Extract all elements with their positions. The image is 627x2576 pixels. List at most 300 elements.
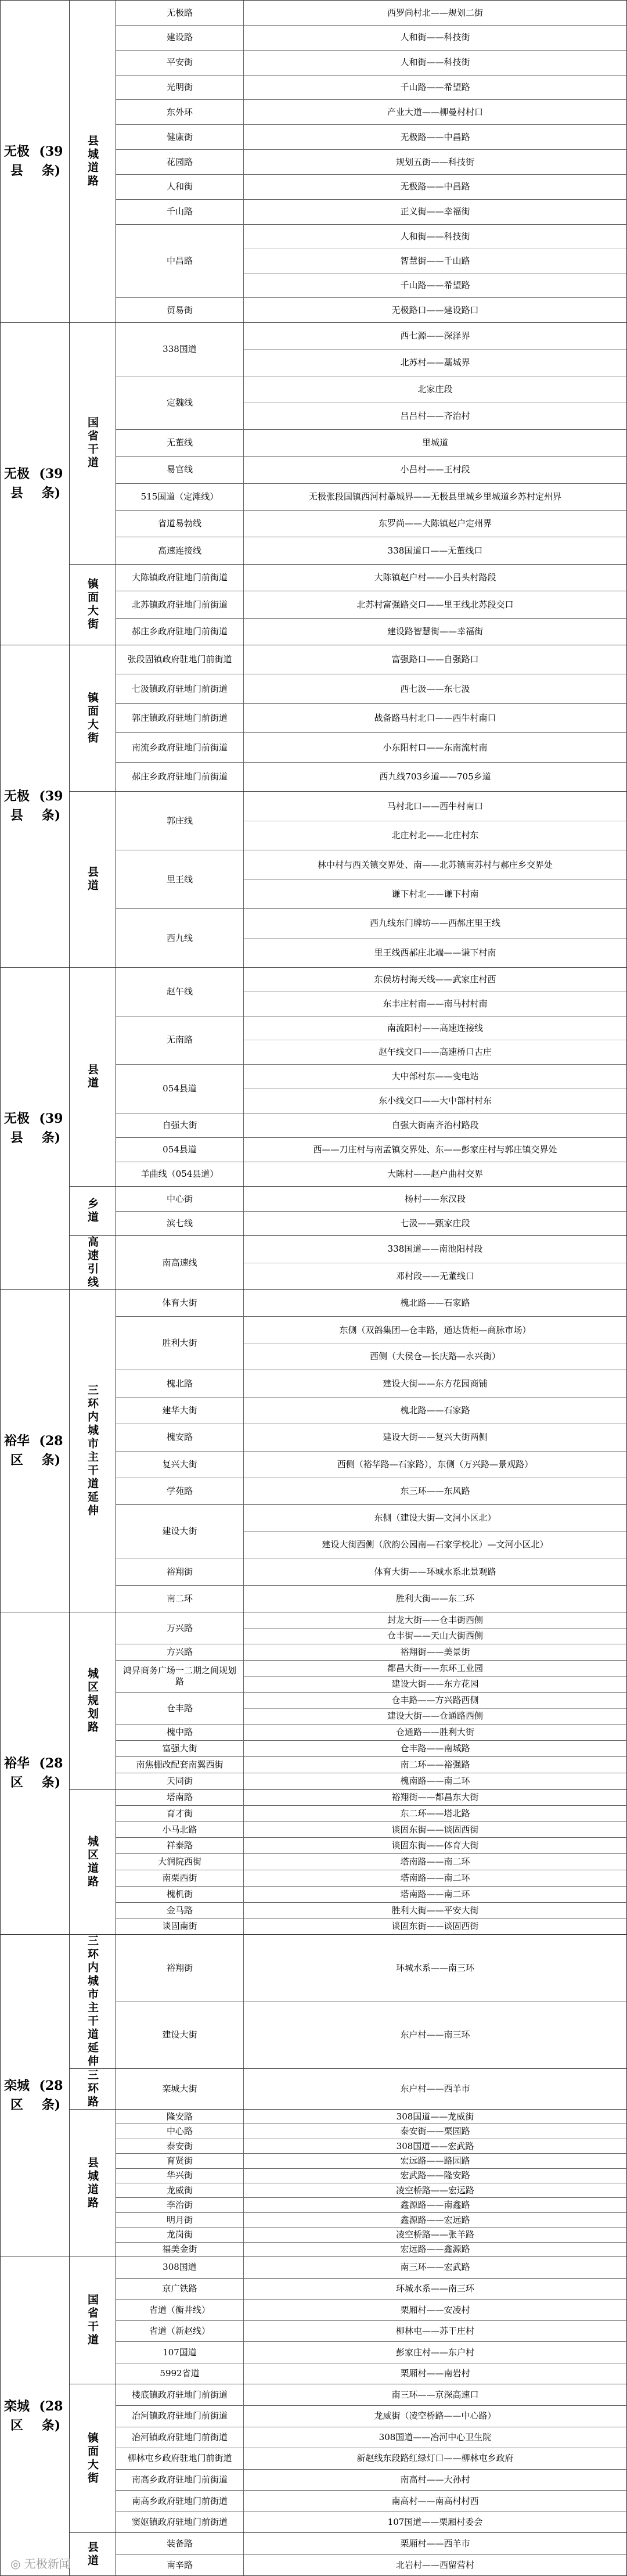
table-row [116, 2278, 627, 2300]
road-segment: 杨村——东汉段 [404, 1193, 466, 1204]
road-name: 郝庄乡政府驻地门前街道 [116, 619, 244, 645]
road-segment: 北苏村——藁城界 [244, 349, 626, 376]
road-segment: 新赵线东段路红绿灯口——柳林屯乡政府 [356, 2453, 514, 2464]
table-row [116, 1162, 627, 1186]
road-segment: 环城水系——南三环 [395, 2283, 474, 2294]
table-row [116, 199, 627, 224]
road-segment: 产业大道——柳曼村村口 [387, 106, 483, 117]
district-label [0, 323, 70, 645]
table-row [116, 510, 627, 537]
category-group [70, 2109, 627, 2257]
table-row [116, 1397, 627, 1424]
road-segment: 东小线交口——大中部村村东 [244, 1088, 626, 1113]
table-row [116, 674, 627, 703]
table-row [116, 1316, 627, 1370]
district-label [0, 645, 70, 967]
table-row [116, 1805, 627, 1821]
road-name: 西九线 [116, 909, 244, 967]
road-name: 万兴路 [116, 1612, 244, 1644]
category-label: 三环内城市主干道延伸 [86, 1935, 99, 2068]
road-name: 槐机街 [116, 1887, 244, 1902]
table-row [116, 456, 627, 483]
road-name: 省道（新赵线） [116, 2321, 244, 2342]
road-segment: 西——刀庄村与南孟镇交界处、东——彭家庄村与郭庄镇交界处 [313, 1144, 557, 1155]
table-row [116, 323, 627, 376]
road-segment: 无极路——中昌路 [400, 131, 470, 142]
table-row [116, 2363, 627, 2384]
road-segment: 无极路——中昌路 [400, 181, 470, 192]
district-block [0, 2257, 627, 2576]
road-segment: 吕吕村——齐治村 [244, 403, 626, 429]
road-name: 泰安街 [116, 2139, 244, 2153]
table-row [116, 1692, 627, 1724]
road-name: 郝庄乡政府驻地门前街道 [116, 763, 244, 791]
table-row [116, 968, 627, 1016]
road-segment: 小东阳村口——东南流村南 [383, 742, 488, 753]
road-segment: 人和街——科技街 [400, 32, 470, 43]
category-group [70, 1186, 627, 1235]
road-name: 中心街 [116, 1187, 244, 1210]
road-name: 隆安路 [116, 2110, 244, 2124]
road-name: 小马北路 [116, 1822, 244, 1838]
table-row [116, 1113, 627, 1137]
table-row [116, 762, 627, 791]
category-label: 镇面大街 [86, 2431, 99, 2485]
category-group [70, 1, 627, 322]
category-group [70, 968, 627, 1186]
road-name: 无南路 [116, 1016, 244, 1065]
table-row [116, 2469, 627, 2491]
category-group [70, 791, 627, 967]
road-name: 南高乡政府驻地门前街道 [116, 2470, 244, 2491]
district-count: (39条) [39, 1111, 63, 1145]
table-row [116, 1585, 627, 1612]
category-group [70, 2257, 627, 2384]
road-segment: 107国道——栗厢村委会 [387, 2517, 483, 2528]
district-block [0, 0, 627, 322]
category-group [70, 1290, 627, 1612]
district-name: 栾城区 [3, 2399, 30, 2433]
road-segment: 仓丰路——方兴路西侧 [391, 1694, 479, 1705]
category-group [70, 1935, 627, 2068]
district-name: 无极县 [3, 789, 30, 823]
category-label: 乡道 [86, 1198, 99, 1225]
category-label: 县道 [86, 1064, 99, 1091]
road-name: 里王线 [116, 850, 244, 908]
table-row [116, 1644, 627, 1660]
table-row [116, 1504, 627, 1558]
table-row [116, 1773, 627, 1789]
table-row [116, 2320, 627, 2342]
category-group [70, 323, 627, 564]
table-row [116, 645, 627, 674]
table-row [116, 1424, 627, 1450]
category-label: 镇面大街 [86, 691, 99, 745]
category-cell [70, 565, 116, 645]
table-row [116, 1821, 627, 1838]
road-segment: 林中村与西关镇交界处、南——北苏镇南苏村与郝庄乡交界处 [317, 859, 553, 870]
table-row [116, 2183, 627, 2197]
category-cell [70, 1790, 116, 1934]
road-segment: 338国道——南池阳村段 [387, 1244, 483, 1255]
table-row [116, 2384, 627, 2405]
road-segment: 胜利大街——东二环 [395, 1593, 474, 1604]
table-row [116, 1740, 627, 1756]
road-segment: 西九线703乡道——705乡道 [379, 771, 491, 782]
district-label [0, 1612, 70, 1934]
road-segment: 七汲——甄家庄段 [400, 1217, 470, 1228]
road-segment: 308国道——龙威街 [396, 2111, 474, 2122]
table-row [116, 1837, 627, 1853]
table-row [116, 429, 627, 456]
road-name: 体育大街 [116, 1290, 244, 1316]
table-row [116, 1370, 627, 1396]
table-row [116, 2427, 627, 2448]
category-cell [70, 1290, 116, 1612]
road-name: 塔南路 [116, 1790, 244, 1805]
table-row [116, 2110, 627, 2124]
road-name: 南流乡政府驻地门前街道 [116, 733, 244, 761]
road-name: 大陈镇政府驻地门前街道 [116, 565, 244, 591]
road-segment: 308国道——冶河中心卫生院 [379, 2431, 492, 2442]
table-row [116, 537, 627, 563]
category-group [70, 645, 627, 791]
road-name: 富强大街 [116, 1741, 244, 1756]
category-label: 县城道路 [86, 2156, 99, 2210]
road-segment: 槐北路——石家路 [400, 1298, 470, 1309]
road-name: 方兴路 [116, 1644, 244, 1660]
road-name: 栾城大街 [116, 2069, 244, 2109]
road-name: 健康街 [116, 125, 244, 149]
road-name: 054县道 [116, 1138, 244, 1162]
road-name: 南二环 [116, 1586, 244, 1612]
category-cell [70, 1, 116, 322]
table-row [116, 2512, 627, 2533]
road-segment: 塔南路——南二环 [400, 1856, 470, 1867]
category-group [70, 2384, 627, 2532]
road-segment: 栗厢村——南岩村 [400, 2368, 470, 2379]
road-segment: 正义街——幸福街 [400, 206, 470, 217]
table-row [116, 2299, 627, 2320]
table-row [116, 908, 627, 967]
road-segment: 东侧（双鸽集团—仓丰路，通达货柜—商脉市场） [339, 1324, 531, 1335]
road-segment: 东三环——东风路 [400, 1486, 470, 1497]
category-cell [70, 645, 116, 791]
road-name: 建设路 [116, 26, 244, 50]
road-segment: 西九线东门牌坊——西郝庄里王线 [369, 918, 500, 929]
table-row [116, 1612, 627, 1644]
table-row [116, 224, 627, 298]
road-name: 107国道 [116, 2342, 244, 2363]
road-segment: 宏远路——鑫源路 [400, 2244, 470, 2255]
road-segment: 彭家庄村——东户村 [395, 2347, 474, 2358]
road-name: 装备路 [116, 2533, 244, 2554]
road-name: 515国道（定滩线） [116, 484, 244, 510]
table-row [116, 1918, 627, 1934]
road-name: 天同街 [116, 1773, 244, 1789]
road-segment: 308国道——宏武路 [396, 2140, 474, 2151]
road-segment: 建设大街西侧（欣韵公园南—石家学校北）—文河小区北） [244, 1531, 626, 1558]
table-row [116, 1558, 627, 1585]
road-name: 李治街 [116, 2198, 244, 2212]
road-name: 自强大街 [116, 1113, 244, 1137]
road-name: 冶河镇政府驻地门前街道 [116, 2427, 244, 2448]
road-segment: 北庄村北——北庄村东 [244, 821, 626, 850]
road-segment: 西七源——深泽界 [400, 330, 470, 342]
road-segment: 宏武路——隆安路 [400, 2170, 470, 2181]
road-segment: 栗厢村——安凌村 [400, 2304, 470, 2315]
road-segment: 南三环——宏武路 [400, 2262, 470, 2273]
road-segment: 西七汲——东七汲 [400, 683, 470, 694]
category-cell [70, 1236, 116, 1289]
district-count: (39条) [39, 144, 63, 178]
category-cell [70, 2069, 116, 2109]
category-cell [70, 1612, 116, 1789]
table-row [116, 1016, 627, 1065]
table-row [116, 1290, 627, 1316]
road-segment: 战备路马村北口——西牛村南口 [374, 713, 496, 724]
table-row [116, 2197, 627, 2212]
district-name: 无极县 [3, 466, 30, 501]
district-count: (28条) [39, 2399, 63, 2433]
road-name: 建华大街 [116, 1397, 244, 1424]
road-segment: 体育大街——环城水系北景观路 [374, 1566, 496, 1577]
road-name: 七汲镇政府驻地门前街道 [116, 674, 244, 703]
road-name: 复兴大街 [116, 1452, 244, 1478]
table-row [116, 2554, 627, 2575]
category-cell [70, 1187, 116, 1235]
road-segment: 建设大街——东方花园 [244, 1676, 626, 1693]
table-row [116, 1935, 627, 2002]
table-row [116, 99, 627, 124]
table-row [116, 1187, 627, 1210]
road-name: 福美金街 [116, 2243, 244, 2257]
road-segment: 马村北口——西牛村南口 [387, 800, 483, 811]
table-row [116, 618, 627, 645]
road-segment: 宏远路——路园路 [400, 2155, 470, 2167]
table-row [116, 376, 627, 429]
road-segment: 338国道口——无董线口 [387, 545, 483, 556]
road-name: 5992省道 [116, 2363, 244, 2384]
table-row [116, 2257, 627, 2278]
road-name: 仓丰路 [116, 1693, 244, 1724]
table-row [116, 1853, 627, 1870]
road-segment: 裕翔街——美景街 [400, 1647, 470, 1658]
road-name: 槐中路 [116, 1724, 244, 1740]
road-segment: 东丰庄村南——南马村村南 [244, 991, 626, 1016]
category-cell [70, 323, 116, 564]
category-cell [70, 2384, 116, 2532]
road-segment: 自强大街南齐治村路段 [391, 1119, 479, 1130]
table-row [116, 149, 627, 174]
table-row [116, 2405, 627, 2427]
road-name: 育才街 [116, 1806, 244, 1821]
road-segment: 南二环——裕强路 [400, 1759, 470, 1770]
road-segment: 裕翔街——都昌东大街 [391, 1792, 479, 1803]
table-row [116, 1137, 627, 1162]
table-row [116, 1724, 627, 1740]
table-row [116, 703, 627, 732]
district-label [0, 1290, 70, 1612]
table-row [116, 174, 627, 199]
category-cell [70, 2533, 116, 2575]
road-name: 054县道 [116, 1065, 244, 1113]
category-group [70, 2532, 627, 2575]
road-segment: 槐南路——南二环 [400, 1776, 470, 1787]
table-row [116, 2448, 627, 2469]
district-block [0, 967, 627, 1289]
road-segment: 鑫源路——南鑫路 [400, 2200, 470, 2211]
road-segment: 邓村段——无董线口 [244, 1263, 626, 1290]
category-label: 县道 [86, 2541, 99, 2568]
district-name: 无极县 [3, 1111, 30, 1145]
road-segment: 仓通路——胜利大街 [395, 1727, 474, 1738]
table-row [116, 1870, 627, 1886]
road-segment: 大陈镇赵户村——小吕头村路段 [374, 572, 496, 583]
road-name: 祥泰路 [116, 1838, 244, 1853]
category-cell [70, 1935, 116, 2068]
table-row [116, 1478, 627, 1504]
road-segment: 无极张段国镇西河村藁城界——无极县里城乡里城道乡苏村定州界 [308, 491, 561, 502]
road-name: 南辛路 [116, 2555, 244, 2575]
road-segment: 建设大街——东方花园商铺 [383, 1378, 488, 1389]
road-name: 省道（衡井线） [116, 2300, 244, 2320]
road-segment: 谈固东街——体育大街 [391, 1840, 479, 1851]
table-row [116, 297, 627, 322]
district-count: (28条) [39, 1433, 63, 1468]
road-name: 龙威街 [116, 2183, 244, 2197]
district-label [0, 2257, 70, 2575]
district-label [0, 1935, 70, 2257]
road-segment: 规划五街——科技街 [395, 156, 474, 167]
district-block [0, 1934, 627, 2257]
watermark: ◎ 无极新闻 [10, 2557, 71, 2571]
table-row [116, 2341, 627, 2363]
road-name: 龙岗街 [116, 2227, 244, 2241]
table-row [116, 2490, 627, 2512]
table-row [116, 124, 627, 149]
road-segment: 大陈村——赵户曲村交界 [387, 1169, 483, 1180]
road-segment: 塔南路——南二环 [400, 1888, 470, 1899]
road-name: 大润院西街 [116, 1854, 244, 1870]
road-name: 胜利大街 [116, 1317, 244, 1370]
road-name: 高速连接线 [116, 537, 244, 563]
table-row [116, 792, 627, 850]
road-name: 308国道 [116, 2257, 244, 2278]
road-name: 南焦棚改配套南翼西街 [116, 1757, 244, 1773]
road-name: 金马路 [116, 1903, 244, 1918]
category-label: 县道 [86, 866, 99, 893]
road-name: 张段固镇政府驻地门前街道 [116, 645, 244, 674]
road-name: 无极路 [116, 1, 244, 25]
district-block [0, 1612, 627, 1934]
road-segment: 仓丰路——南城路 [400, 1743, 470, 1754]
road-segment: 东二环——塔北路 [400, 1808, 470, 1819]
road-name: 南高乡政府驻地门前街道 [116, 2491, 244, 2512]
road-name: 中昌路 [116, 225, 244, 298]
category-label: 城区道路 [86, 1835, 99, 1889]
road-name: 平安街 [116, 51, 244, 75]
road-segment: 人和街——科技街 [400, 231, 470, 242]
road-name: 建设大街 [116, 1505, 244, 1558]
district-block [0, 1289, 627, 1612]
table-row [116, 2139, 627, 2153]
road-segment: 西罗尚村北——规划二街 [387, 7, 483, 18]
table-row [116, 2168, 627, 2183]
road-segment: 北苏村富强路交口——里王线北苏段交口 [356, 599, 514, 610]
road-segment: 南流阳村——高速连接线 [387, 1022, 483, 1033]
table-row [116, 850, 627, 908]
road-segment: 胜利大街——平安大街 [391, 1905, 479, 1916]
road-segment: 都昌大街——东环工业园 [387, 1662, 483, 1673]
road-segment: 泰安街——栗园路 [400, 2126, 470, 2137]
road-segment: 槐北路——石家路 [400, 1405, 470, 1415]
district-count: (39条) [39, 789, 63, 823]
road-name: 北苏镇政府驻地门前街道 [116, 591, 244, 617]
road-name: 中心路 [116, 2124, 244, 2138]
road-name: 贸易街 [116, 298, 244, 322]
category-label: 县城道路 [86, 135, 99, 188]
table-row [116, 2212, 627, 2227]
road-name: 谈固南街 [116, 1918, 244, 1934]
category-group [70, 2068, 627, 2109]
road-name: 冶河镇政府驻地门前街道 [116, 2406, 244, 2427]
road-segment: 人和街——科技街 [400, 57, 470, 68]
road-segment: 东侯坊村海天线——武家庄村西 [374, 974, 496, 985]
table-row [116, 1886, 627, 1902]
road-name: 人和街 [116, 175, 244, 199]
table-row [116, 1211, 627, 1235]
road-segment: 建设大街——仓通路西侧 [244, 1708, 626, 1724]
table-row [116, 1790, 627, 1805]
category-label: 国省干道 [86, 2294, 99, 2348]
road-segment: 建设大街——复兴大街两侧 [383, 1432, 488, 1443]
district-count: (28条) [39, 1756, 63, 1790]
table-row [116, 2242, 627, 2257]
road-segment: 建设路智慧街——幸福街 [387, 626, 483, 637]
table-row [116, 1064, 627, 1113]
road-segment: 栗厢村——西羊市 [400, 2538, 470, 2549]
road-segment: 西侧（裕华路—石家路），东侧（万兴路—景观路） [337, 1458, 534, 1470]
table-row [116, 1660, 627, 1692]
table-row [116, 732, 627, 761]
road-segment: 凌空桥路——张羊路 [395, 2229, 474, 2240]
road-name: 裕翔街 [116, 1935, 244, 2002]
table-row [116, 1902, 627, 1918]
road-segment: 千山路——希望路 [400, 82, 470, 93]
table-row [116, 2227, 627, 2241]
road-segment: 封龙大街——仓丰街西侧 [387, 1614, 483, 1625]
road-name: 光明街 [116, 76, 244, 100]
road-name: 鸿昇商务广场一二期之间规划路 [116, 1661, 244, 1692]
table-row [116, 1756, 627, 1773]
road-segment: 无极路口——建设路口 [391, 304, 479, 315]
table-row [116, 1, 627, 25]
road-segment: 里城道 [421, 437, 448, 448]
category-group [70, 1612, 627, 1789]
category-cell [70, 968, 116, 1186]
table-row [116, 1236, 627, 1289]
road-name: 学苑路 [116, 1478, 244, 1504]
road-segment: 东侧（建设大街—文河小区北） [374, 1512, 496, 1524]
district-name: 无极县 [3, 144, 30, 178]
category-label: 国省干道 [86, 416, 99, 470]
road-segment: 谈固东街——谈固西街 [391, 1921, 479, 1932]
table-row [116, 2533, 627, 2554]
road-name: 千山路 [116, 200, 244, 224]
road-segment: 东户村——西羊市 [400, 2083, 470, 2094]
road-segment: 北家庄段 [417, 383, 453, 394]
